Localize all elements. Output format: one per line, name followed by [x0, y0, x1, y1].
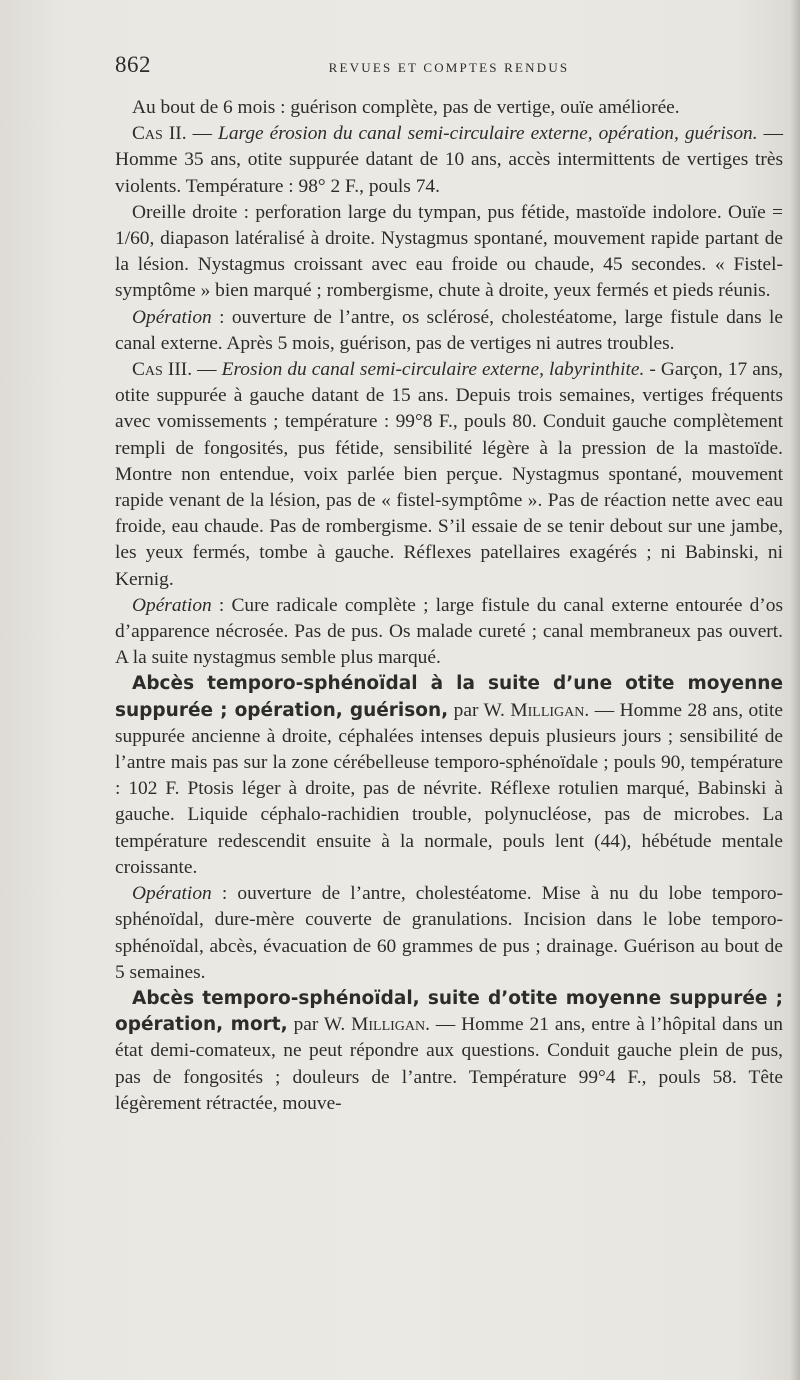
paragraph-case-3 — [115, 357, 783, 593]
paragraph-abscess-1 — [115, 671, 783, 881]
page-edge-shadow — [790, 0, 800, 1380]
article-body — [115, 95, 783, 1117]
abstract-par: par W. — [287, 1014, 352, 1036]
page-header — [115, 52, 783, 82]
case-text: — Homme 35 ans, otite suppurée datant de 10 ans, accès intermittents de vertiges très violents. Température : 98° 2 F., pouls 74. — [115, 123, 783, 197]
operation-text: : ouverture de l’antre, os sclérosé, cholestéatome, large fistule dans le canal externe. Après 5 mois, guérison, pas de vertiges ni autres troubles. — [115, 306, 783, 354]
page-number: 862 — [115, 52, 151, 77]
paragraph-right-ear: Oreille droite : perforation large du tympan, pus fétide, mastoïde indolore. Ouïe = 1/60, diapason latéralisé à droite. Nystagmus spontané, mouvement rapide partant de la lésion. Nystagmus croissant avec eau froide ou chaude, 45 secondes. « Fistel-symptôme » bien marqué ; rombergisme, chute à droite, yeux fermés et pieds réunis. — [115, 201, 783, 302]
operation-text: : ouverture de l’antre, cholestéatome. Mise à nu du lobe temporo-sphénoïdal, dure-mère couverte de granulations. Incision dans le lobe temporo-sphénoïdal, abcès, évacuation de 60 grammes de pus ; drainage. Guérison au bout de 5 semaines. — [115, 883, 783, 983]
paragraph-abscess-2 — [115, 986, 783, 1117]
abstract-text: . — Homme 28 ans, otite suppurée ancienne à droite, céphalées intenses depuis plusieurs jours ; sensibilité de l’antre mais pas sur la zone cérébelleuse temporo-sphénoïdale ; pouls 90, température : 102 F. Ptosis léger à droite, pas de névrite. Réflexe rotulien marqué, Babinski à gauche. Liquide céphalo-rachidien trouble, polynucléose, pas de microbes. La température redescendit ensuite à la normale, pouls lent (44), hébétude mentale croissante. — [115, 699, 783, 878]
case-text: - Garçon, 17 ans, otite suppurée à gauche datant de 15 ans. Depuis trois semaines, vertiges fréquents avec vomissements ; température : 99°8 F., pouls 80. Conduit gauche complètement rempli de fongosités, pus fétide, sensibilité légère à la pression de la mastoïde. Montre non entendue, voix parlée bien perçue. Nystagmus spontané, mouvement rapide venant de la lésion, pas de « fistel-symptôme ». Pas de réaction nette avec eau froide, eau chaude. Pas de rombergisme. S’il essaie de se tenir debout sur une jambe, les yeux fermés, tombe à gauche. Réflexes patellaires exagérés ; ni Babinski, ni Kernig. — [115, 359, 783, 590]
abstract-author: Milligan — [510, 699, 585, 721]
operation-label: Opération — [132, 594, 212, 616]
paragraph-outcome: Au bout de 6 mois : guérison complète, pas de vertige, ouïe améliorée. — [132, 97, 680, 118]
paragraph-case-2 — [115, 121, 783, 200]
paragraph-operation-2 — [115, 593, 783, 672]
dash: — — [186, 123, 219, 145]
case-title: Erosion du canal semi-circulaire externe, labyrinthite. — [221, 359, 645, 381]
abstract-title: Abcès temporo-sphénoïdal, suite d’otite moyenne suppurée ; opération, mort, — [115, 987, 783, 1036]
abstract-author: Milligan — [351, 1014, 426, 1036]
abstract-text: . — Homme 21 ans, entre à l’hôpital dans un état demi-comateux, ne peut répondre aux questions. Conduit gauche plein de pus, pas de fongosités ; douleurs de l’antre. Température 99°4 F., pouls 58. Tête légèrement rétractée, mouve- — [115, 1014, 783, 1114]
paragraph-operation-1 — [115, 305, 783, 357]
operation-text: : Cure radicale complète ; large fistule du canal externe entourée d’os d’apparence nécrosée. Pas de pus. Os malade cureté ; canal membraneux pas ouvert. A la suite nystagmus semble plus marqué. — [115, 594, 783, 669]
abstract-par: par W. — [448, 699, 511, 721]
case-title: Large érosion du canal semi-circulaire externe, opération, guérison. — [218, 123, 758, 145]
abstract-title: Abcès temporo-sphénoïdal à la suite d’une otite moyenne suppurée ; opération, guérison, — [115, 673, 783, 721]
case-label: Cas II. — [132, 123, 187, 145]
operation-label: Opération — [132, 883, 212, 905]
paragraph-operation-3 — [115, 881, 783, 986]
operation-label: Opération — [132, 306, 212, 328]
dash: — — [192, 359, 222, 381]
running-head: REVUES ET COMPTES RENDUS — [328, 60, 570, 75]
case-label: Cas III. — [132, 359, 193, 381]
